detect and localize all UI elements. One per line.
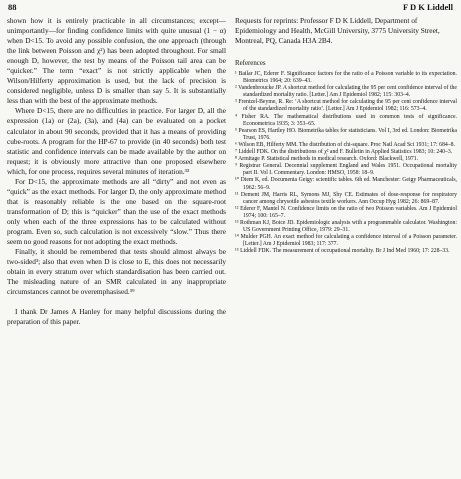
- running-head: F D K Liddell: [403, 2, 453, 12]
- reference-item: ⁸ Armitage P. Statistical methods in medical research. Oxford: Blackwell, 1971.: [235, 156, 419, 163]
- left-column: [7, 16, 226, 327]
- body-paragraph: shown how it is entirely practicable in all circumstances; except—unimportantly—for finding confidence limits with quite unusual (1 − α) when D<15. To avoid any possible confusion, the one approach (through the link between Poisson and χ²) has been adopted throughout. For small enough D, however, the test by means of the Poisson tail area can be “quicker.” The term “exact” is not strictly applicable when the Wilson/Hilferty approximation is used, but the lack of precision is considered negligible, unless D is smaller than say 5. It is substantially less than with the best of the approximate methods.: [7, 16, 226, 106]
- page-number: 88: [8, 2, 17, 12]
- body-paragraph: For D<15, the approximate methods are all “dirty” and not even as “quick” as the exact methods. For larger D, the only approximate method that is reasonably reliable is the one based on the square-root transformation of D; this is “quicker” than the use of the exact methods only when each of the three expressions has to be calculated without program. Even so, such calculation is not excessively “slow.” Thus there seem no good reasons for not adopting the exact methods.: [7, 176, 226, 247]
- reference-item: ¹³ Rothman KJ, Boice JD. Epidemiologic analysis with a programmable calculator. Washington: US Government Printing Office, 1979: 29–31.: [235, 219, 457, 234]
- reference-item: ⁵ Pearson ES, Hartley HO. Biometrika tables for statisticians. Vol I, 3rd ed. London: Biometrika Trust, 1976.: [235, 127, 457, 141]
- reference-item: ¹² Ederer F, Mantel N. Confidence limits on the ratio of two Poisson variables. Am J Epidemiol 1974; 100: 165–7.: [235, 205, 457, 219]
- reference-item: ⁶ Wilson EB, Hilferty MM. The distribution of chi-square. Proc Natl Acad Sci 1931; 17: 684–8.: [235, 141, 455, 148]
- acknowledgement: I thank Dr James A Hanley for many helpful discussions during the preparation of this paper.: [7, 307, 226, 327]
- right-column: [235, 16, 457, 255]
- body-paragraph: Where D<15, there are no difficulties in practice. For larger D, all the expression (1a) or (2a), (3a), and (4a) can be evaluated on a pocket calculator in about 90 seconds, provided that it has a means of providing cube-roots. A program for the HP-67 to provide (in 40 seconds) both test statistic and confidence intervals can be made available by the author on request; it is obviously more attractive than one proposed elsewhere which, for one process, requires several minutes of iteration.³³: [7, 106, 226, 176]
- reference-item: ¹⁴ Mulder PGH. An exact method for calculating a confidence interval of a Poisson parameter. [Letter.] Am J Epidemiol 1983; 117: 377.: [235, 234, 457, 248]
- reference-item: ² Vandenbroucke JP. A shortcut method for calculating the 95 per cent confidence interval of the standardized mortality ratio. [Letter.] Am J Epidemiol 1982; 115: 303–4.: [235, 85, 457, 99]
- reference-list: [235, 71, 457, 255]
- references-heading: References: [235, 60, 266, 67]
- reference-item: ¹⁰ Diem K, ed. Documenta Geigy: scientific tables. 6th ed. Manchester: Geigy Pharmaceuticals, 1962: 56–9.: [235, 177, 457, 191]
- reprint-request: Requests for reprints: Professor F D K Liddell, Department of Epidemiology and Health, McGill University, 3775 University Street, Montreal, PQ, Canada H3A 2B4.: [235, 16, 440, 45]
- reference-item: ¹⁵ Liddell FDK. The measurement of occupational mortality. Br J Ind Med 1960; 17: 228–33.: [235, 248, 450, 255]
- reference-item: ⁹ Registrar General. Decennial supplement England and Wales 1951. Occupational mortality part II. Vol I. Commentary. London: HMSO, 1958: 18–9.: [235, 163, 457, 177]
- reference-item: ¹¹ Dement JM, Harris RL, Symons MJ, Shy CE. Estimates of dose-response for respiratory cancer among chrysotile asbestos textile workers. Ann Occup Hyg 1982; 26: 869–87.: [235, 191, 457, 205]
- reference-item: ¹ Bailar JC, Ederer F. Significance factors for the ratio of a Poisson variable to its expectation. Biometrics 1964; 20: 639–43.: [235, 71, 457, 85]
- reference-item: ⁴ Fisher RA. The mathematical distributions used in common tests of significance. Econometrica 1935; 3: 353–65.: [235, 113, 457, 127]
- reference-item: ³ Frentzel-Beyme, R. Re: ‘A shortcut method for calculating the 95 per cent confidence interval of the standardized mortality ratio’. [Letter.] Am J Epidemiol 1982; 116: 573–4.: [235, 99, 457, 113]
- reference-item: ⁷ Liddell FDK. On the distributions of χ² and F. Bulletin in Applied Statistics 1983; 10: 240–3.: [235, 149, 453, 156]
- body-paragraph: Finally, it should be remembered that tests should almost always be two-sided³; also that even when D is close to E, this does not necessarily obtain in every stratum over which standardisation has been carried out. The misleading nature of an SMR calculated in any inappropriate circumstances cannot be overemphasised.³⁹: [7, 247, 226, 297]
